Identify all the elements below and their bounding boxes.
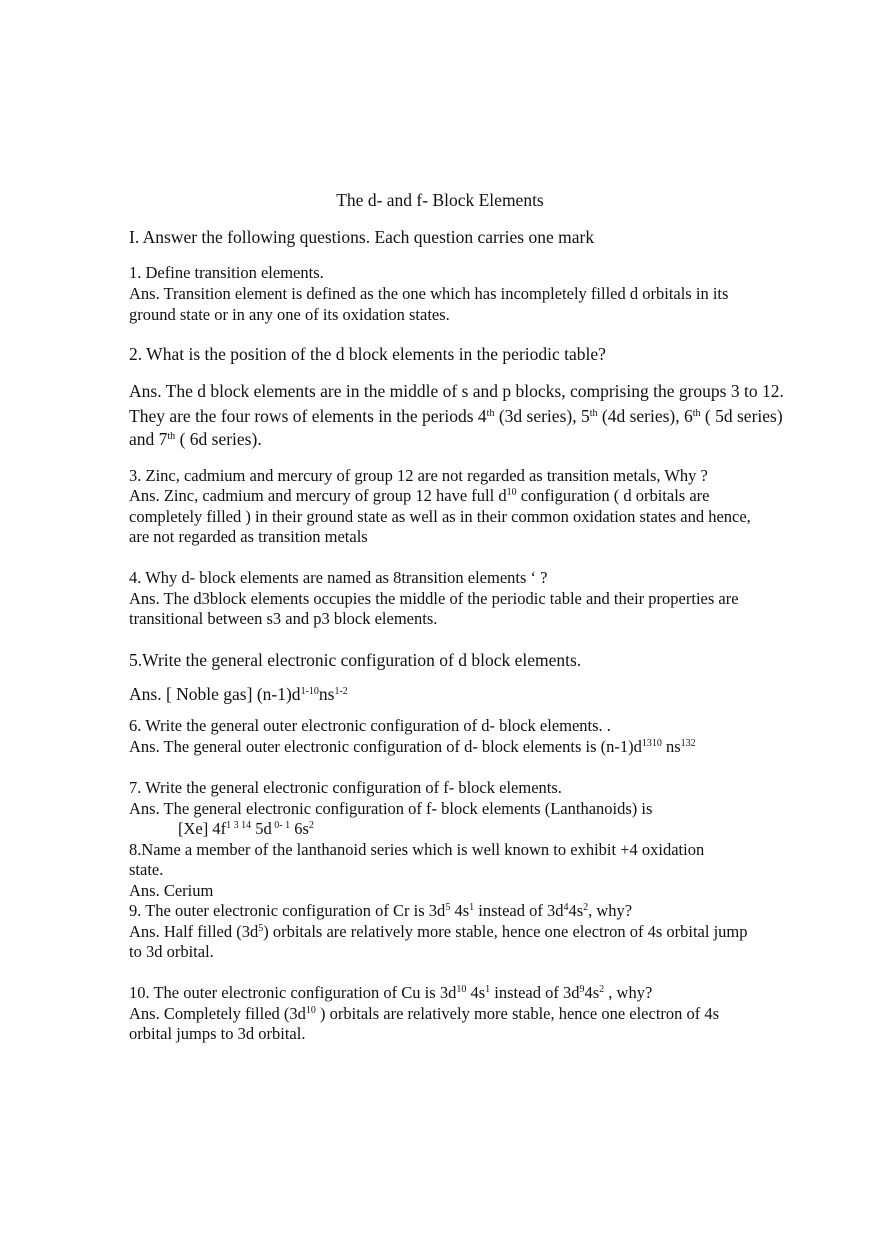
answer-4-line-1: Ans. The d3block elements occupies the middle of the periodic table and their properties are [129,589,739,608]
answer-8: Ans. Cerium [129,881,214,900]
section-heading: I. Answer the following questions. Each question carries one mark [129,227,595,247]
question-6: 6. Write the general outer electronic configuration of d- block elements. . [129,716,611,735]
answer-9-line-1: Ans. Half filled $(3d^5)$ orbitals are relatively more stable, hence one electron of 4s orbital jump [129,922,748,941]
answer-2-line-3: and 7th ( 6d series). [129,429,262,449]
page-title: The d- and f- Block Elements [336,190,544,210]
answer-3-line-1: Ans. Zinc, cadmium and mercury of group 12 have full $d^{10}$ configuration ( d orbitals are [129,486,710,505]
answer-1-line-2: ground state or in any one of its oxidation states. [129,305,450,324]
answer-4-line-2: transitional between s3 and p3 block elements. [129,609,438,628]
question-9: 9. The outer electronic configuration of Cr is $3d^5$ $4s^1$ instead of $3d^44s^2$, why? [129,901,633,920]
answer-9-line-2: to 3d orbital. [129,942,214,961]
answer-7-line-1: Ans. The general electronic configuration of f- block elements (Lanthanoids) is [129,799,653,818]
question-3: 3. Zinc, cadmium and mercury of group 12 are not regarded as transition metals, Why ? [129,466,708,485]
question-5: 5.Write the general electronic configuration of d block elements. [129,650,582,670]
answer-10-line-1: Ans. Completely filled ($3d^{10}$ ) orbitals are relatively more stable, hence one electron of 4s [129,1004,720,1023]
answer-2-line-1: Ans. The d block elements are in the middle of s and p blocks, comprising the groups 3 to 12. [129,381,784,401]
answer-2-line-2: They are the four rows of elements in the periods 4th (3d series), 5th (4d series), 6th ( 5d series) [129,406,783,426]
question-7: 7. Write the general electronic configuration of f- block elements. [129,778,562,797]
answer-7-line-2: [Xe] $4f^{1 3 14}$ 5d $^{0- 1}$ $6s^2$ [178,819,314,838]
answer-6: Ans. The general outer electronic configuration of d- block elements is $(n-1)d^{1310}$ $ns^{132}$ [129,737,696,756]
question-1: 1. Define transition elements. [129,263,324,282]
question-4: 4. Why d- block elements are named as 8transition elements ‘ ? [129,568,548,587]
question-8-line-2: state. [129,860,164,879]
answer-3-line-3: are not regarded as transition metals [129,527,368,546]
answer-1-line-1: Ans. Transition element is defined as the one which has incompletely filled d orbitals in its [129,284,729,303]
answer-10-line-2: orbital jumps to 3d orbital. [129,1024,306,1043]
question-8-line-1: 8.Name a member of the lanthanoid series which is well known to exhibit +4 oxidation [129,840,705,859]
question-2: 2. What is the position of the d block elements in the periodic table? [129,344,606,364]
question-10: 10. The outer electronic configuration of Cu is $3d^{10}$ $4s^1$ instead of $3d^94s^2$ , why? [129,983,653,1002]
answer-3-line-2: completely filled ) in their ground state as well as in their common oxidation states and hence, [129,507,751,526]
answer-5: Ans. [ Noble gas] $(n-1)d^{1-10}ns^{1-2}$ [129,684,348,704]
